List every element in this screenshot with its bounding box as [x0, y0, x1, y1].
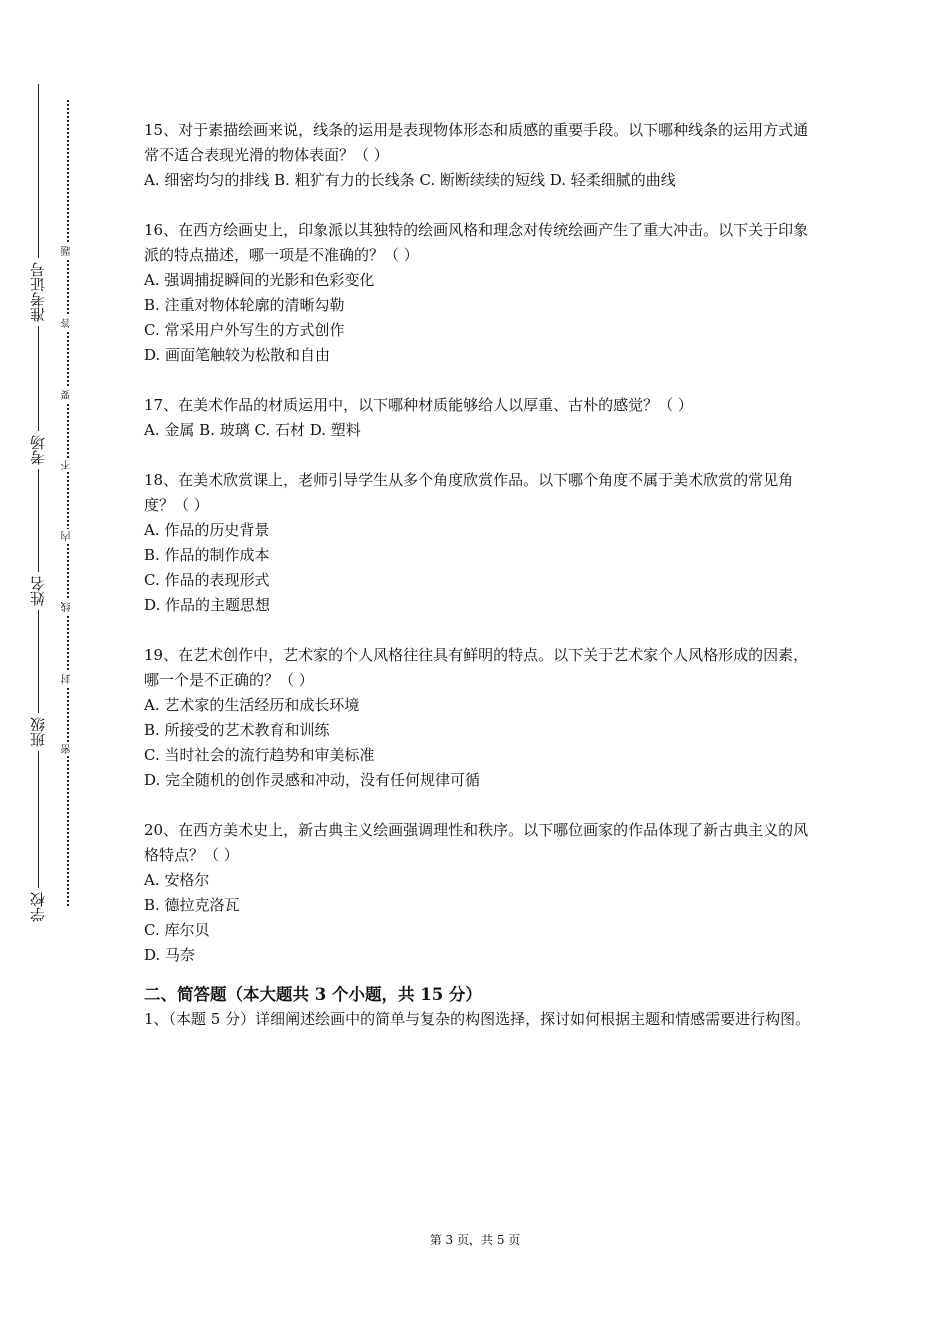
option-d: D. 画面笔触较为松散和自由 [144, 346, 331, 364]
name-label: 姓名 [22, 572, 54, 610]
binding-solid-line [38, 84, 39, 924]
option-b: B. 作品的制作成本 [144, 546, 270, 564]
question-stem: 20、在西方美术史上，新古典主义绘画强调理性和秩序。以下哪位画家的作品体现了新古典主义的风格特点？（ ） [144, 821, 809, 864]
exam-room-label: 考场 [22, 431, 54, 469]
question-15 [144, 118, 812, 193]
exam-content [144, 118, 812, 1032]
option-c: C. 当时社会的流行趋势和审美标准 [144, 746, 375, 764]
question-stem: 17、在美术作品的材质运用中，以下哪种材质能够给人以厚重、古朴的感觉？（ ） [144, 396, 693, 414]
option-b: B. 所接受的艺术教育和训练 [144, 721, 330, 739]
essay-question-1: 1、（本题 5 分）详细阐述绘画中的简单与复杂的构图选择，探讨如何根据主题和情感需要进行构图。 [144, 1010, 811, 1028]
option-a: A. 作品的历史背景 [144, 521, 270, 539]
question-options: A. 金属 B. 玻璃 C. 石材 D. 塑料 [144, 421, 361, 439]
option-a: A. 安格尔 [144, 871, 210, 889]
question-18 [144, 468, 812, 618]
school-label: 学校 [22, 888, 54, 926]
question-16 [144, 218, 812, 368]
seal-char: 内 [62, 531, 73, 541]
option-b: B. 注重对物体轮廓的清晰勾勒 [144, 296, 345, 314]
seal-char: 密 [62, 744, 73, 754]
exam-id-label: 准考证号 [22, 258, 54, 326]
option-a: A. 艺术家的生活经历和成长环境 [144, 696, 360, 714]
question-stem: 16、在西方绘画史上，印象派以其独特的绘画风格和理念对传统绘画产生了重大冲击。以下关于印象派的特点描述，哪一项是不准确的？（ ） [144, 221, 809, 264]
option-c: C. 常采用户外写生的方式创作 [144, 321, 345, 339]
seal-char: 题 [62, 246, 73, 256]
option-a: A. 强调捕捉瞬间的光影和色彩变化 [144, 271, 375, 289]
seal-dotted-line [67, 100, 69, 906]
seal-char: 封 [62, 674, 73, 684]
question-20 [144, 818, 812, 968]
option-c: C. 作品的表现形式 [144, 571, 270, 589]
seal-char: 答 [62, 318, 73, 328]
question-stem: 19、在艺术创作中，艺术家的个人风格往往具有鲜明的特点。以下关于艺术家个人风格形成的因素，哪一个是不正确的？（ ） [144, 646, 809, 689]
binding-margin [0, 0, 110, 1344]
class-label: 班级 [22, 713, 54, 751]
option-d: D. 作品的主题思想 [144, 596, 271, 614]
seal-char: 要 [62, 390, 73, 400]
seal-char: 线 [62, 602, 73, 612]
page-footer: 第 3 页，共 5 页 [429, 1233, 521, 1247]
question-options: A. 细密均匀的排线 B. 粗犷有力的长线条 C. 断断续续的短线 D. 轻柔细腻的曲线 [144, 171, 676, 189]
question-17 [144, 393, 812, 443]
seal-char: 不 [62, 460, 73, 470]
question-19 [144, 643, 812, 793]
section-title: 二、简答题（本大题共 3 个小题，共 15 分） [144, 985, 482, 1004]
option-d: D. 马奈 [144, 946, 196, 964]
option-c: C. 库尔贝 [144, 921, 210, 939]
question-stem: 18、在美术欣赏课上，老师引导学生从多个角度欣赏作品。以下哪个角度不属于美术欣赏的常见角度？（ ） [144, 471, 794, 514]
question-stem: 15、对于素描绘画来说，线条的运用是表现物体形态和质感的重要手段。以下哪种线条的运用方式通常不适合表现光滑的物体表面？（ ） [144, 121, 809, 164]
option-b: B. 德拉克洛瓦 [144, 896, 240, 914]
option-d: D. 完全随机的创作灵感和冲动，没有任何规律可循 [144, 771, 481, 789]
